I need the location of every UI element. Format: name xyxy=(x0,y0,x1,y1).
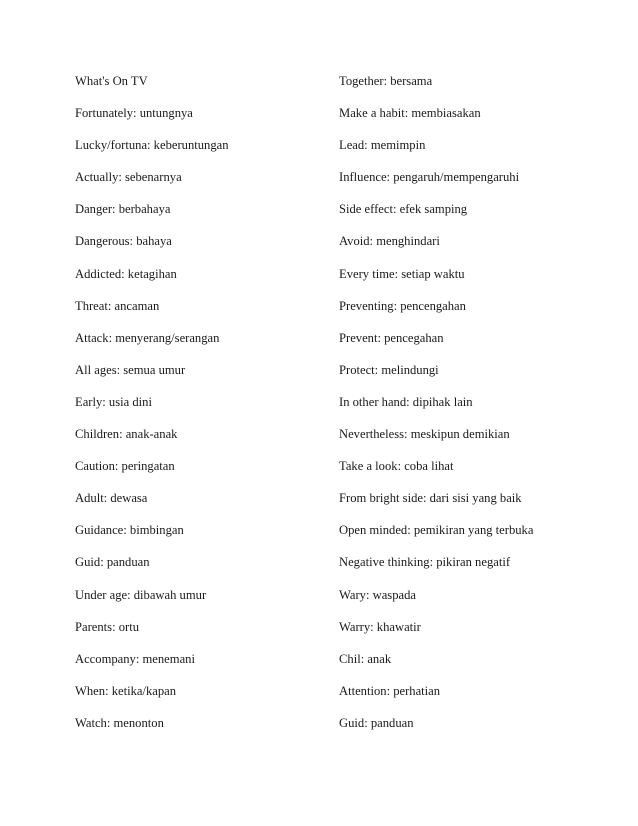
vocab-entry: Lucky/fortuna: keberuntungan xyxy=(75,138,229,153)
vocab-entry: Fortunately: untungnya xyxy=(75,106,193,121)
vocab-entry: Lead: memimpin xyxy=(339,138,426,153)
vocabulary-column-right xyxy=(339,72,569,746)
vocab-entry: Addicted: ketagihan xyxy=(75,266,177,281)
vocab-entry: Chil: anak xyxy=(339,651,392,666)
vocab-entry: Wary: waspada xyxy=(339,587,416,602)
vocab-entry: From bright side: dari sisi yang baik xyxy=(339,491,522,506)
vocab-entry: Dangerous: bahaya xyxy=(75,234,172,249)
vocab-entry: Attack: menyerang/serangan xyxy=(75,330,220,345)
vocab-entry: Caution: peringatan xyxy=(75,459,175,474)
vocab-entry: In other hand: dipihak lain xyxy=(339,394,473,409)
vocab-entry: Negative thinking: pikiran negatif xyxy=(339,555,511,570)
vocab-entry: Under age: dibawah umur xyxy=(75,587,207,602)
vocab-entry: Open minded: pemikiran yang terbuka xyxy=(339,523,534,538)
vocab-entry: What's On TV xyxy=(75,74,148,88)
vocab-entry: Prevent: pencegahan xyxy=(339,330,444,345)
vocab-entry: Accompany: menemani xyxy=(75,651,195,666)
vocab-entry: Protect: melindungi xyxy=(339,362,439,377)
vocab-entry: Nevertheless: meskipun demikian xyxy=(339,427,510,442)
vocab-entry: When: ketika/kapan xyxy=(75,683,177,698)
vocab-entry: Take a look: coba lihat xyxy=(339,459,454,474)
vocab-entry: Warry: khawatir xyxy=(339,619,421,634)
vocab-entry: Every time: setiap waktu xyxy=(339,266,465,281)
vocab-entry: Side effect: efek samping xyxy=(339,202,468,217)
vocab-entry: Avoid: menghindari xyxy=(339,234,440,249)
vocab-entry: Threat: ancaman xyxy=(75,298,160,313)
vocab-entry: Attention: perhatian xyxy=(339,683,441,698)
vocab-entry: Early: usia dini xyxy=(75,394,152,409)
vocab-entry: Watch: menonton xyxy=(75,715,164,730)
vocab-entry: Danger: berbahaya xyxy=(75,202,171,217)
vocab-entry: Preventing: pencengahan xyxy=(339,298,466,313)
vocab-entry: Influence: pengaruh/mempengaruhi xyxy=(339,170,520,185)
vocab-entry: Guid: panduan xyxy=(75,555,150,570)
vocab-entry: Guid: panduan xyxy=(339,715,414,730)
vocab-entry: All ages: semua umur xyxy=(75,362,186,377)
vocab-entry: Actually: sebenarnya xyxy=(75,170,182,185)
vocab-entry: Make a habit: membiasakan xyxy=(339,106,481,121)
vocab-entry: Children: anak-anak xyxy=(75,427,178,442)
vocab-entry: Parents: ortu xyxy=(75,619,140,634)
vocab-entry: Together: bersama xyxy=(339,74,433,88)
vocabulary-column-left xyxy=(75,72,335,746)
vocab-entry: Adult: dewasa xyxy=(75,491,148,506)
vocab-entry: Guidance: bimbingan xyxy=(75,523,184,538)
